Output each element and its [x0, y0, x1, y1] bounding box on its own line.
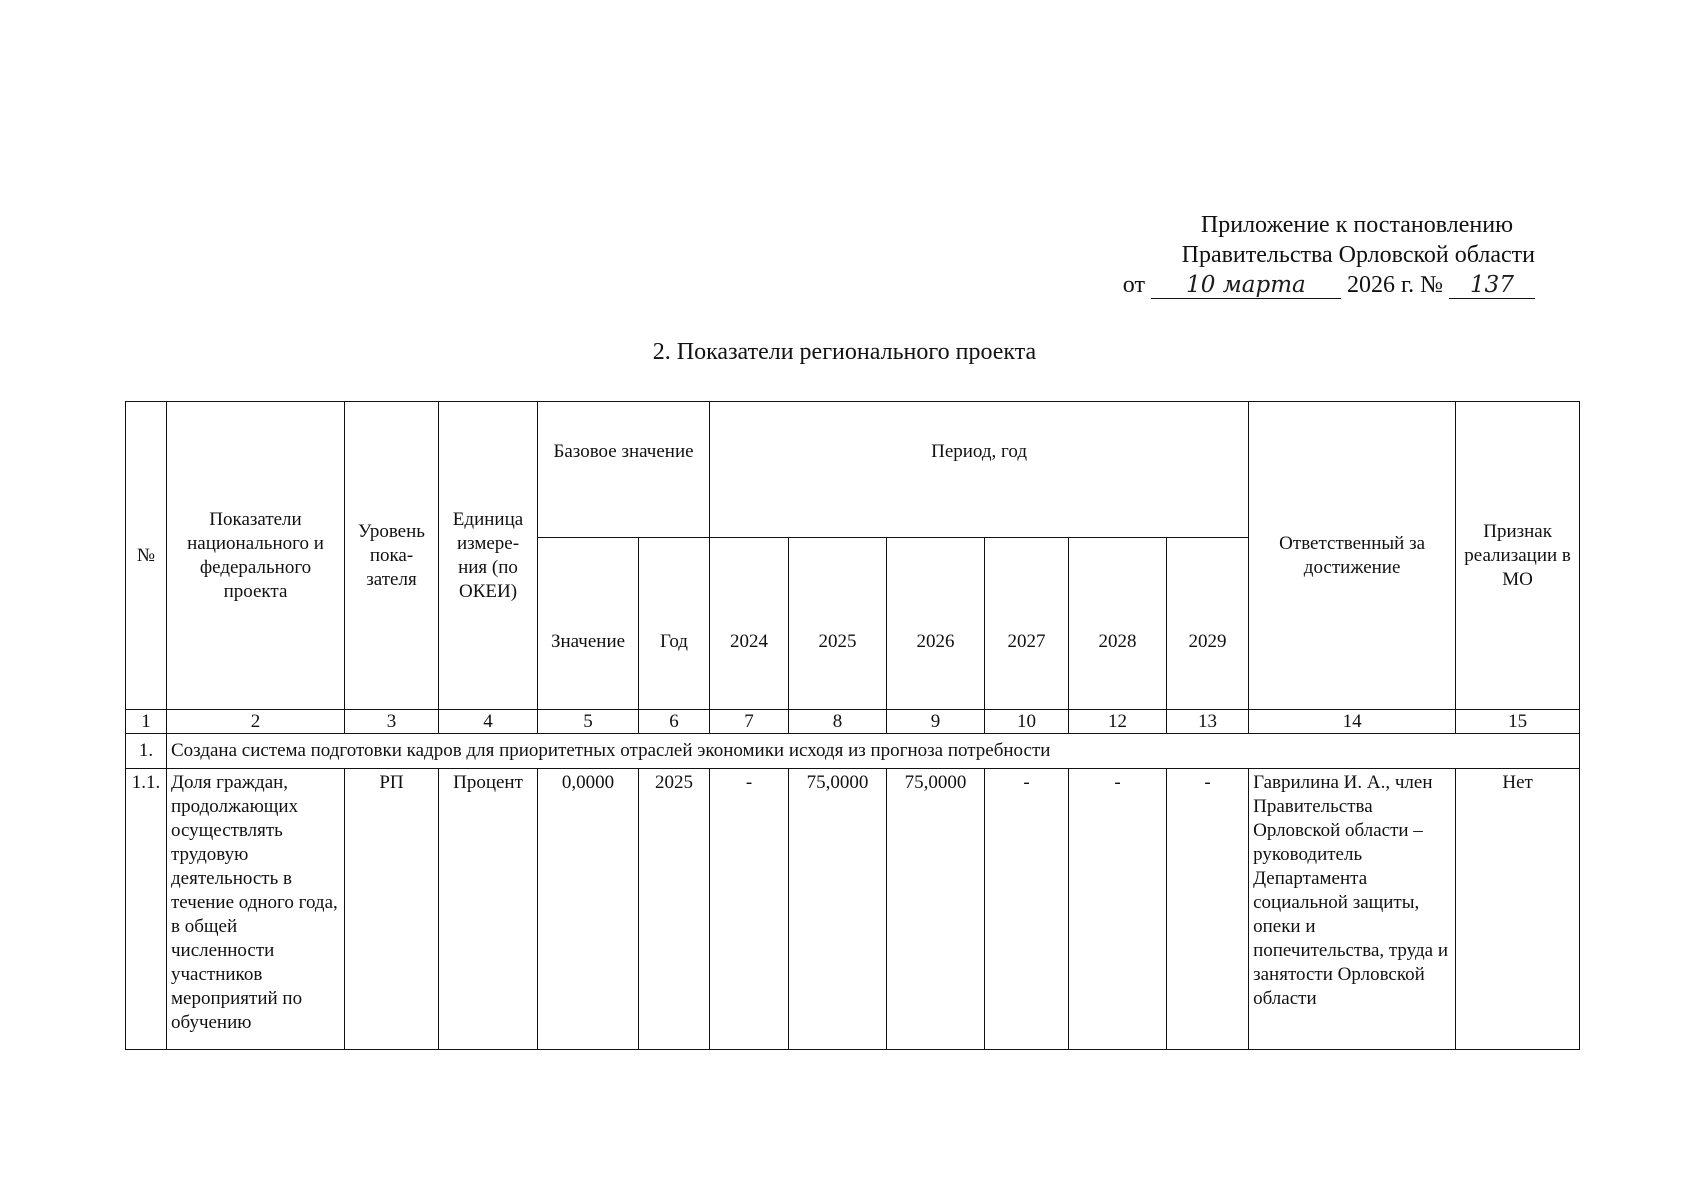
approval-line-1: Приложение к постановлению — [1200, 212, 1513, 238]
column-number: 10 — [985, 710, 1069, 734]
header-indicator: Показатели национального и федерального проекта — [167, 402, 345, 710]
row-value-2028: - — [1069, 769, 1167, 1050]
column-number: 1 — [126, 710, 167, 734]
approval-year: 2026 г. № — [1346, 272, 1443, 298]
header-year-2027: 2027 — [985, 538, 1069, 710]
header-year-2025: 2025 — [789, 538, 887, 710]
header-level: Уровень пока-зателя — [345, 402, 439, 710]
row-indicator: Доля граждан, продолжающих осуществлять трудовую деятельность в течение одного года, в общей численности участников мероприятий по обучению — [167, 769, 345, 1050]
column-number: 3 — [345, 710, 439, 734]
row-value-2026: 75,0000 — [887, 769, 985, 1050]
group-title: Создана система подготовки кадров для приоритетных отраслей экономики исходя из прогноза потребности — [167, 734, 1580, 769]
row-value-2029: - — [1167, 769, 1249, 1050]
column-number: 7 — [710, 710, 789, 734]
header-year-2028: 2028 — [1069, 538, 1167, 710]
row-value-2024: - — [710, 769, 789, 1050]
row-mo: Нет — [1456, 769, 1580, 1050]
header-base-year: Год — [639, 538, 710, 710]
row-value-2027: - — [985, 769, 1069, 1050]
column-number: 12 — [1069, 710, 1167, 734]
header-mo: Признак реализации в МО — [1456, 402, 1580, 710]
column-number: 14 — [1249, 710, 1456, 734]
header-base-value: Значение — [538, 538, 639, 710]
row-value-2025: 75,0000 — [789, 769, 887, 1050]
header-period: Период, год — [710, 402, 1249, 538]
row-level: РП — [345, 769, 439, 1050]
column-number: 2 — [167, 710, 345, 734]
column-number: 13 — [1167, 710, 1249, 734]
approval-line-2: Правительства Орловской области — [1181, 242, 1535, 268]
row-responsible: Гаврилина И. А., член Правительства Орловской области – руководитель Департамента социальной защиты, опеки и попечительства, труда и занятости Орловской области — [1249, 769, 1456, 1050]
handwritten-date: 10 марта — [1151, 272, 1341, 299]
indicators-table — [125, 401, 1580, 1050]
column-number: 9 — [887, 710, 985, 734]
section-title: 2. Показатели регионального проекта — [652, 339, 1037, 365]
header-year-2024: 2024 — [710, 538, 789, 710]
column-number: 6 — [639, 710, 710, 734]
approval-block — [1095, 210, 1535, 300]
column-number: 15 — [1456, 710, 1580, 734]
header-unit: Единица измере-ния (по ОКЕИ) — [439, 402, 538, 710]
column-number: 8 — [789, 710, 887, 734]
approval-line-3 — [1095, 270, 1535, 300]
header-num: № — [126, 402, 167, 710]
header-responsible: Ответственный за достижение — [1249, 402, 1456, 710]
group-num: 1. — [126, 734, 167, 769]
column-number: 4 — [439, 710, 538, 734]
header-year-2029: 2029 — [1167, 538, 1249, 710]
row-base-value: 0,0000 — [538, 769, 639, 1050]
header-year-2026: 2026 — [887, 538, 985, 710]
table-row — [126, 769, 1580, 1050]
row-unit: Процент — [439, 769, 538, 1050]
group-row — [126, 734, 1580, 769]
column-number-row — [126, 710, 1580, 734]
header-base: Базовое значение — [538, 402, 710, 538]
handwritten-number: 137 — [1449, 272, 1535, 299]
approval-prefix: от — [1122, 272, 1145, 298]
column-number: 5 — [538, 710, 639, 734]
row-num: 1.1. — [126, 769, 167, 1050]
row-base-year: 2025 — [639, 769, 710, 1050]
